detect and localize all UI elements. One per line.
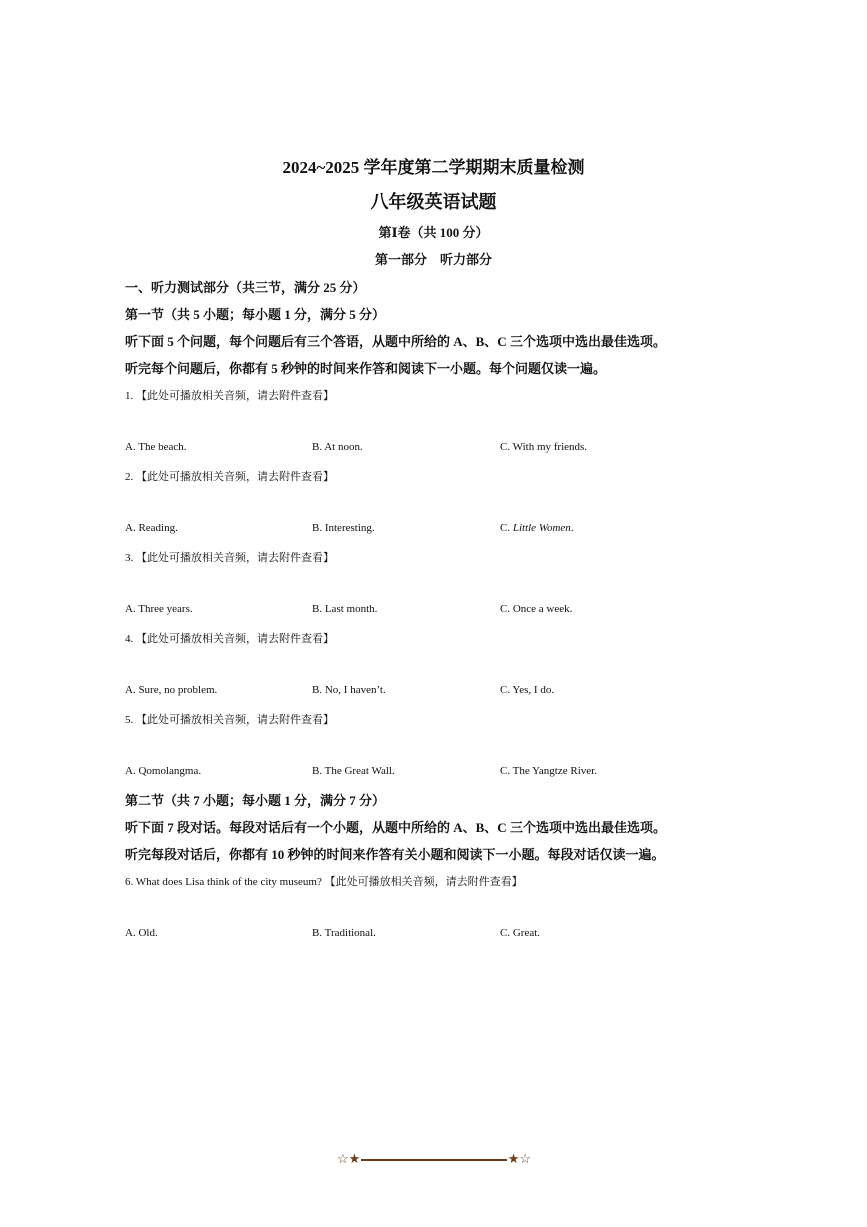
section1-instruction-2: 听完每个问题后，你都有 5 秒钟的时间来作答和阅读下一小题。每个问题仅读一遍。 xyxy=(125,361,607,376)
question-5-option-a: A. Qomolangma. xyxy=(125,765,202,777)
section2-title: 第二节（共 7 小题；每小题 1 分，满分 7 分） xyxy=(125,793,386,808)
question-1-option-c: C. With my friends. xyxy=(500,441,588,453)
part-label: 第一部分 听力部分 xyxy=(374,252,492,267)
question-6-prompt[interactable]: 6. What does Lisa think of the city museum? 【此处可播放相关音频，请去附件查看】 xyxy=(125,876,523,888)
footer-ornament xyxy=(337,1151,531,1169)
question-3-option-b: B. Last month. xyxy=(312,603,378,615)
volume-label: 第Ⅰ卷（共 100 分） xyxy=(378,225,489,240)
question-6-option-c: C. Great. xyxy=(500,927,541,939)
question-2-prompt[interactable]: 2. 【此处可播放相关音频，请去附件查看】 xyxy=(125,471,334,483)
question-2-option-b: B. Interesting. xyxy=(312,522,375,534)
footer-divider-line xyxy=(361,1159,507,1161)
section2-instruction-1: 听下面 7 段对话。每段对话后有一个小题，从题中所给的 A、B、C 三个选项中选出最佳选项。 xyxy=(125,820,666,835)
question-5-option-c: C. The Yangtze River. xyxy=(500,765,597,777)
question-5-option-b: B. The Great Wall. xyxy=(312,765,395,777)
question-3-prompt[interactable]: 3. 【此处可播放相关音频，请去附件查看】 xyxy=(125,552,334,564)
question-2-option-a: A. Reading. xyxy=(125,522,178,534)
question-2-option-c xyxy=(500,522,574,534)
question-1-prompt[interactable]: 1. 【此处可播放相关音频，请去附件查看】 xyxy=(125,390,334,402)
question-1-option-b: B. At noon. xyxy=(312,441,363,453)
listening-heading: 一、听力测试部分（共三节，满分 25 分） xyxy=(125,280,366,295)
question-4-prompt[interactable]: 4. 【此处可播放相关音频，请去附件查看】 xyxy=(125,633,334,645)
option-c-suffix: . xyxy=(570,522,574,534)
book-title: Little Women xyxy=(512,522,571,534)
section1-title: 第一节（共 5 小题；每小题 1 分，满分 5 分） xyxy=(125,307,386,322)
question-3-option-a: A. Three years. xyxy=(125,603,193,615)
exam-title: 2024~2025 学年度第二学期期末质量检测 xyxy=(282,158,585,177)
question-4-option-a: A. Sure, no problem. xyxy=(125,684,218,696)
question-1-option-a: A. The beach. xyxy=(125,441,187,453)
section2-instruction-2: 听完每段对话后，你都有 10 秒钟的时间来作答有关小题和阅读下一小题。每段对话仅读一遍。 xyxy=(125,847,665,862)
question-6-option-b: B. Traditional. xyxy=(312,927,376,939)
question-4-option-c: C. Yes, I do. xyxy=(500,684,555,696)
footer-stars-right-icon: ★☆ xyxy=(507,1151,531,1166)
question-5-prompt[interactable]: 5. 【此处可播放相关音频，请去附件查看】 xyxy=(125,714,334,726)
question-4-option-b: B. No, I haven’t. xyxy=(312,684,386,696)
footer-stars-left-icon: ☆★ xyxy=(337,1151,361,1166)
question-6-option-a: A. Old. xyxy=(125,927,158,939)
option-c-prefix: C. xyxy=(500,522,513,534)
question-3-option-c: C. Once a week. xyxy=(500,603,573,615)
exam-subtitle: 八年级英语试题 xyxy=(370,192,497,212)
section1-instruction-1: 听下面 5 个问题，每个问题后有三个答语，从题中所给的 A、B、C 三个选项中选出最佳选项。 xyxy=(125,334,666,349)
